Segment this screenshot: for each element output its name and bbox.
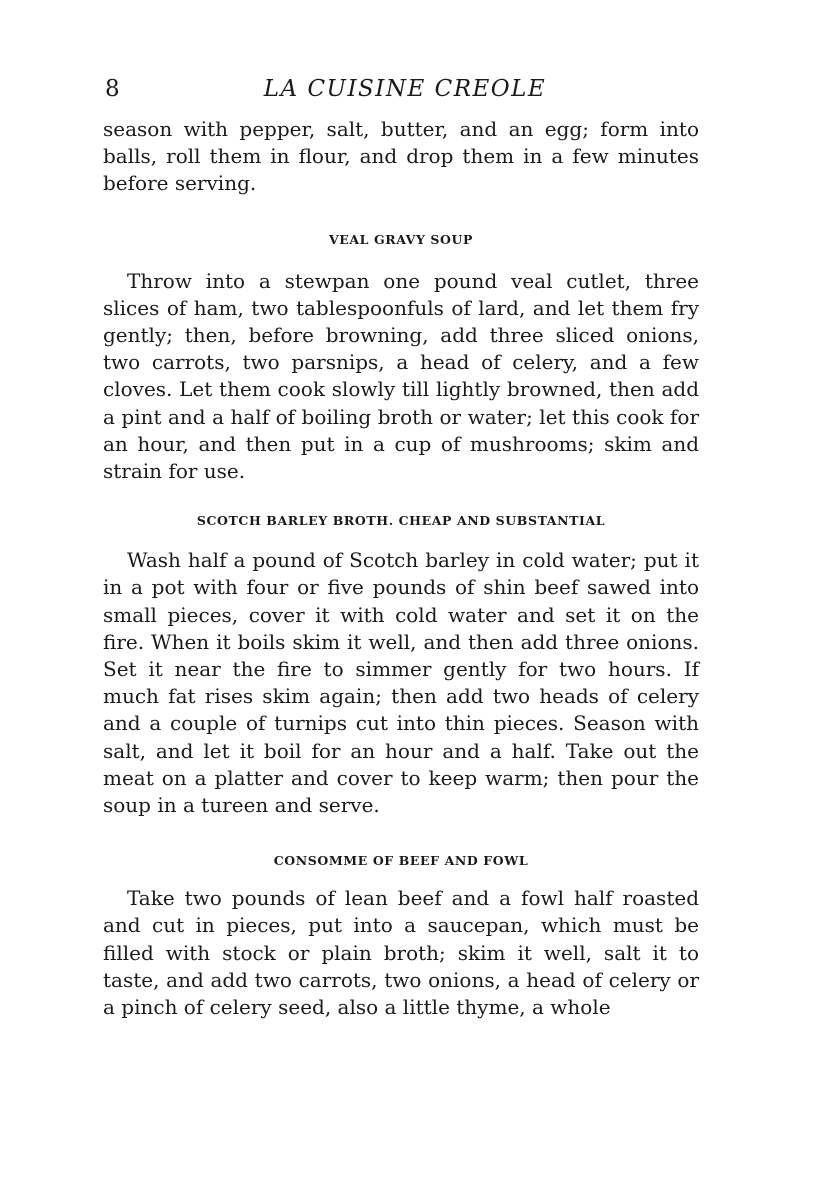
intro-paragraph: season with pepper, salt, butter, and an egg; form into balls, roll them in flour, and drop them in a few minutes before serving. <box>103 117 699 196</box>
section-heading-scotch-barley-broth: SCOTCH BARLEY BROTH. CHEAP AND SUBSTANTIAL <box>196 513 606 529</box>
section-heading-consomme-of-beef-and-fowl: CONSOMME OF BEEF AND FOWL <box>273 853 529 869</box>
section-heading-veal-gravy-soup: VEAL GRAVY SOUP <box>328 231 474 247</box>
book-title: LA CUISINE CREOLE <box>263 76 547 102</box>
book-page <box>103 72 699 1021</box>
section-text-consomme-of-beef-and-fowl: Take two pounds of lean beef and a fowl half roasted and cut in pieces, put into a saucepan, which must be filled with stock or plain broth; skim it well, salt it to taste, and add two carrots, two onions, a head of celery or a pinch of celery seed, also a little thyme, a whole <box>103 886 699 1020</box>
section-text-veal-gravy-soup: Throw into a stewpan one pound veal cutlet, three slices of ham, two tablespoonfuls of lard, and let them fry gently; then, before browning, add three sliced onions, two carrots, two parsnips, a head of celery, and a few cloves. Let them cook slowly till lightly browned, then add a pint and a half of boiling broth or water; let this cook for an hour, and then put in a cup of mushrooms; skim and strain for use. <box>103 268 699 484</box>
running-head <box>103 72 699 108</box>
page-number: 8 <box>105 76 120 102</box>
section-text-scotch-barley-broth: Wash half a pound of Scotch barley in cold water; put it in a pot with four or five pounds of shin beef sawed into small pieces, cover it with cold water and set it on the fire. When it boils skim it well, and then add three onions. Set it near the fire to simmer gently for two hours. If much fat rises skim again; then add two heads of celery and a couple of turnips cut into thin pieces. Season with salt, and let it boil for an hour and a half. Take out the meat on a platter and cover to keep warm; then pour the soup in a tureen and serve. <box>103 548 699 818</box>
